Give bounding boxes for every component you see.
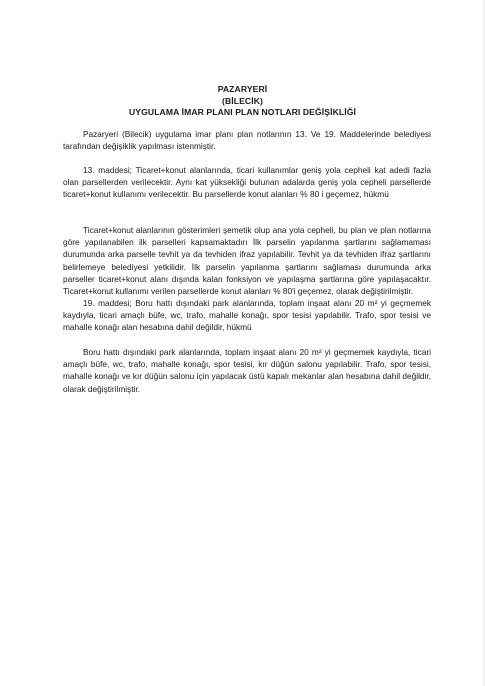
document-title: UYGULAMA İMAR PLANI PLAN NOTLARI DEĞİŞİKLİĞİ (128, 107, 357, 117)
paragraph-article-19-amended (63, 346, 431, 395)
paragraph-article-13-original-text: 13. maddesi; Ticaret+konut alanlarında, ticari kullanımlar geniş yola cepheli kat adedi fazla olan parsellerden verilecektir. Aynı kat yüksekliği bulunan adalarda geniş yola cepheli parsellerde ticaret+konut kullanımı verilecektir. Bu parsellerde konut alanları % 80 i geçemez, hükmü (63, 165, 431, 200)
paragraph-article-13-amended (63, 224, 431, 297)
paragraph-article-19-original-text: 19. maddesi; Boru hattı dışındaki park alanlarında, toplam inşaat alanı 20 m² yi geçmemek kaydıyla, ticari amaçlı büfe, wc, trafo, mahalle konağı, spor tesisi yapılabilir. Trafo, spor tesisi ve mahalle konağı alan hesabına dahil değildir, hükmü (63, 298, 431, 333)
paragraph-article-19-original (63, 297, 431, 334)
paragraph-article-13-original (63, 164, 431, 201)
paragraph-article-19-amended-text: Boru hattı dışındaki park alanlarında, toplam inşaat alanı 20 m² yi geçmemek kaydıyla, ticari amaçlı büfe, wc, trafo, mahalle konağı, spor tesisi, kır düğün salonu yapılabilir. Trafo, spor tesisi, mahalle konağı ve kır düğün salonu için yapılacak üstü kapalı mekanlar alan hesabına dahil değildir, olarak değiştirilmiştir. (63, 347, 431, 394)
paragraph-intro-text: Pazaryeri (Bilecik) uygulama imar planı plan notlarının 13. Ve 19. Maddelerinde belediyesi tarafından değişiklik yapılması istenmiştir. (63, 129, 431, 152)
document-title-place: PAZARYERİ (217, 84, 268, 94)
paragraph-intro (63, 128, 431, 152)
document-title-province: (BİLECİK) (222, 96, 263, 106)
paragraph-article-13-amended-text: Ticaret+konut alanlarının gösterimleri şemetik olup ana yola cepheli, bu plan ve plan notlarına göre yapılanabilen ilk parselleri kapsamaktadırı İlk parselin yapılanma şartlarını sağlamaması durumunda arka parselle tevhit ya da tevhiden ifraz yapılabilir. Tevhit ya da tevhiden ifraz şartlarını belirlemeye belediyesi yetkilidir. İlk parselin yapılanma şartlarını sağlaması durumunda arka parseller ticaret+konut alanı dışında kalan fonksiyon ve yapılaşma şartlarına göre yapılaşacaktır. Ticaret+konut kullanımı verilen parsellerde konut alanları % 80'i geçemez, olarak değiştirilmiştir. (63, 225, 431, 297)
